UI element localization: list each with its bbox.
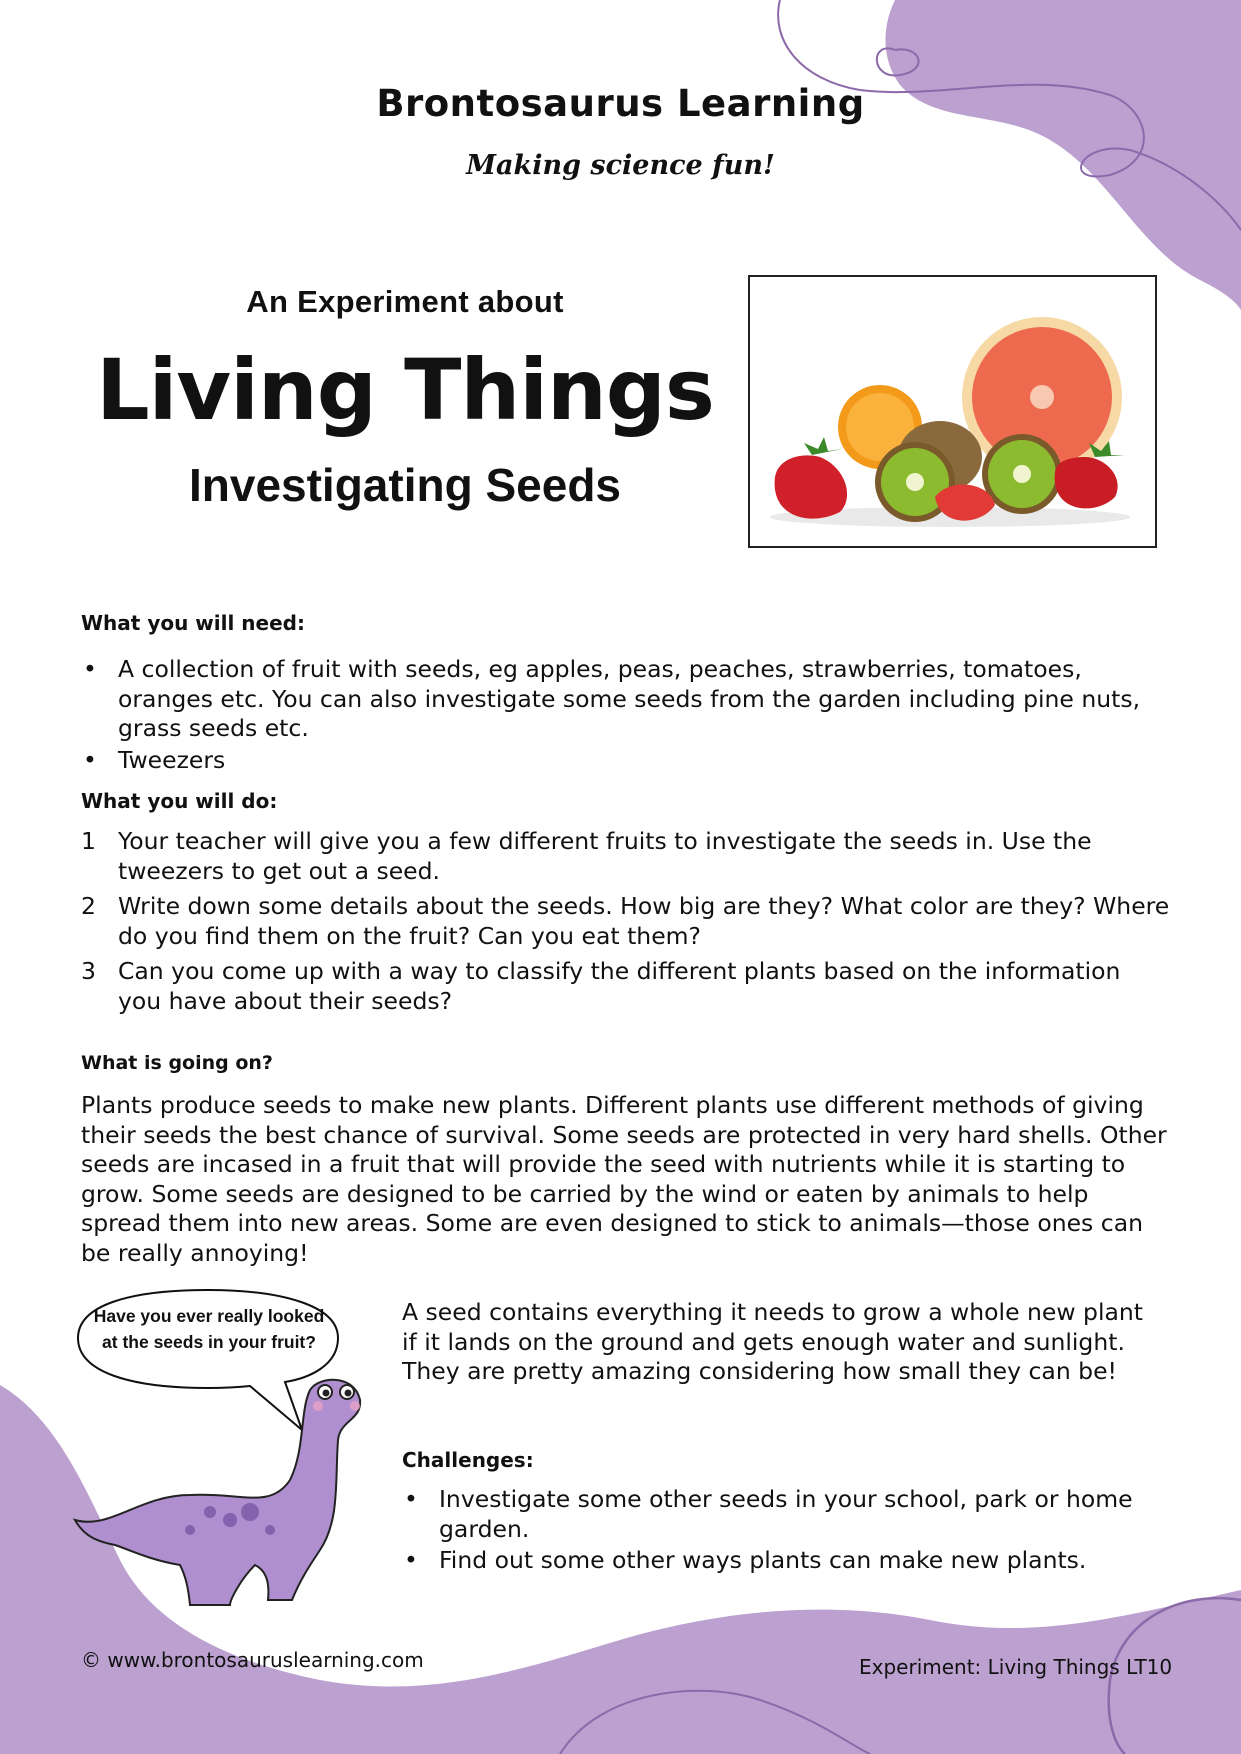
step-text: Write down some details about the seeds. How big are they? What color are they? Where do you find them on the fruit? Can you eat them? xyxy=(118,892,1170,950)
need-item: • A collection of fruit with seeds, eg apples, peas, peaches, strawberries, tomatoes, oranges etc. You can also investigate some seeds from the garden including pine nuts, grass seeds etc. xyxy=(81,655,1161,744)
need-list xyxy=(81,655,1161,777)
step-text: Can you come up with a way to classify the different plants based on the information you have about their seeds? xyxy=(118,957,1121,1015)
brand-tagline: Making science fun! xyxy=(466,150,775,181)
dinosaur-body xyxy=(75,1380,360,1605)
strawberry-right xyxy=(1055,457,1118,508)
footer-website: © www.brontosauruslearning.com xyxy=(81,1648,424,1672)
challenge-item: • Find out some other ways plants can make new plants. xyxy=(402,1546,1162,1576)
step-item xyxy=(81,892,1171,951)
page-title: Living Things xyxy=(96,341,714,439)
seed-paragraph: A seed contains everything it needs to grow a whole new plant if it lands on the ground and gets enough water and sunlight. They are pretty amazing considering how small they can be! xyxy=(402,1298,1144,1385)
step-item xyxy=(81,827,1171,886)
step-item xyxy=(81,957,1171,1016)
speech-bubble-line-1: Have you ever really looked xyxy=(93,1306,325,1326)
step-number: 2 xyxy=(81,892,96,920)
going-on-heading: What is going on? xyxy=(81,1052,273,1074)
do-heading: What you will do: xyxy=(81,789,278,813)
challenge-item: • Investigate some other seeds in your school, park or home garden. xyxy=(402,1485,1162,1544)
brand-title: Brontosaurus Learning xyxy=(376,82,865,125)
step-number: 3 xyxy=(81,957,96,985)
challenges-heading: Challenges: xyxy=(402,1448,534,1472)
footer-experiment-code: Experiment: Living Things LT10 xyxy=(859,1655,1173,1679)
challenges-list xyxy=(402,1485,1162,1578)
strawberry-left xyxy=(775,455,847,518)
speech-bubble-text xyxy=(84,1303,334,1355)
fruit-illustration xyxy=(750,277,1155,546)
steps-list xyxy=(81,827,1171,1022)
need-item: • Tweezers xyxy=(81,746,1161,776)
speech-bubble-line-2: at the seeds in your fruit? xyxy=(102,1332,316,1352)
page-subtitle: Investigating Seeds xyxy=(188,459,621,511)
step-number: 1 xyxy=(81,827,96,855)
title-kicker: An Experiment about xyxy=(246,284,564,319)
fruit-photo xyxy=(748,275,1157,548)
step-text: Your teacher will give you a few different fruits to investigate the seeds in. Use the tweezers to get out a seed. xyxy=(118,827,1092,885)
explanation-paragraph: Plants produce seeds to make new plants. Different plants use different methods of giving their seeds the best chance of survival. Some seeds are protected in very hard shells. Other seeds are incased in a fruit that will provide the seed with nutrients while it is starting to grow. Some seeds are designed to be carried by the wind or eaten by animals to help spread them into new areas. Some are even designed to stick to animals—those ones can be really annoying! xyxy=(81,1091,1167,1267)
need-heading: What you will need: xyxy=(81,611,305,635)
